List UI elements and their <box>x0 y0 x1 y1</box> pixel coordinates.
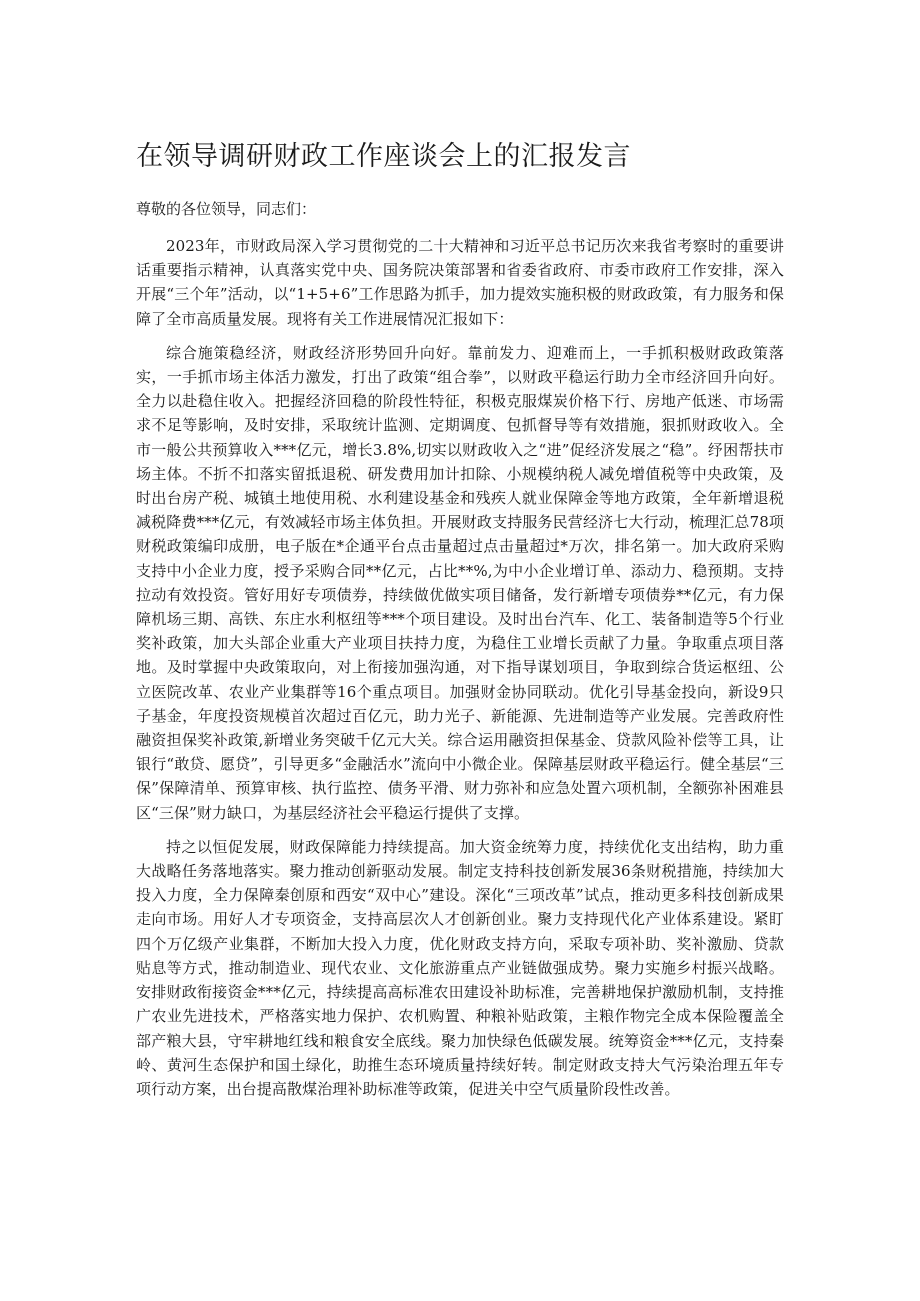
document-body <box>136 196 784 1111</box>
paragraph-stabilize-economy: 综合施策稳经济，财政经济形势回升向好。靠前发力、迎难而上，一手抓积极财政政策落实，一手抓市场主体活力激发，打出了政策“组合拳”，以财政平稳运行助力全市经济回升向好。全力以赴稳住收入。把握经济回稳的阶段性特征，积极克服煤炭价格下行、房地产低迷、市场需求不足等影响，及时安排，采取统计监测、定期调度、包抓督导等有效措施，狠抓财政收入。全市一般公共预算收入***亿元，增长3.8%,切实以财政收入之“进”促经济发展之“稳”。纾困帮扶市场主体。不折不扣落实留抵退税、研发费用加计扣除、小规模纳税人减免增值税等中央政策，及时出台房产税、城镇土地使用税、水利建设基金和残疾人就业保障金等地方政策，全年新增退税减税降费***亿元，有效减轻市场主体负担。开展财政支持服务民营经济七大行动，梳理汇总78项财税政策编印成册，电子版在*企通平台点击量超过点击量超过*万次，排名第一。加大政府采购支持中小企业力度，授予采购合同**亿元，占比**%,为中小企业增订单、添动力、稳预期。支持拉动有效投资。管好用好专项债券，持续做优做实项目储备，发行新增专项债券**亿元，有力保障机场三期、高铁、东庄水利枢纽等***个项目建设。及时出台汽车、化工、装备制造等5个行业奖补政策，加大头部企业重大产业项目扶持力度，为稳住工业增长贡献了力量。争取重点项目落地。及时掌握中央政策取向，对上衔接加强沟通，对下指导谋划项目，争取到综合货运枢纽、公立医院改革、农业产业集群等16个重点项目。加强财金协同联动。优化引导基金投向，新设9只子基金，年度投资规模首次超过百亿元，助力光子、新能源、先进制造等产业发展。完善政府性融资担保奖补政策,新增业务突破千亿元大关。综合运用融资担保基金、贷款风险补偿等工具，让银行“敢贷、愿贷”，引导更多“金融活水”流向中小微企业。保障基层财政平稳运行。健全基层“三保”保障清单、预算审核、执行监控、债务平滑、财力弥补和应急处置六项机制，全额弥补困难县区“三保”财力缺口，为基层经济社会平稳运行提供了支撑。 <box>136 343 784 822</box>
paragraph-promote-development: 持之以恒促发展，财政保障能力持续提高。加大资金统筹力度，持续优化支出结构，助力重大战略任务落地落实。聚力推动创新驱动发展。制定支持科技创新发展36条财税措施，持续加大投入力度，全力保障秦创原和西安“双中心”建设。深化“三项改革”试点，推动更多科技创新成果走向市场。用好人才专项资金，支持高层次人才创新创业。聚力支持现代化产业体系建设。紧盯四个万亿级产业集群，不断加大投入力度，优化财政支持方向，采取专项补助、奖补激励、贷款贴息等方式，推动制造业、现代农业、文化旅游重点产业链做强成势。聚力实施乡村振兴战略。安排财政衔接资金***亿元，持续提高高标准农田建设补助标准，完善耕地保护激励机制，支持推广农业先进技术，严格落实地力保护、农机购置、种粮补贴政策，主粮作物完全成本保险覆盖全部产粮大县，守牢耕地红线和粮食安全底线。聚力加快绿色低碳发展。统筹资金***亿元，支持秦岭、黄河生态保护和国土绿化，助推生态环境质量持续好转。制定财政支持大气污染治理五年专项行动方案，出台提高散煤治理补助标准等政策，促进关中空气质量阶段性改善。 <box>136 837 784 1098</box>
salutation: 尊敬的各位领导，同志们： <box>136 200 317 218</box>
document-title: 在领导调研财政工作座谈会上的汇报发言 <box>136 141 631 172</box>
document-page <box>136 0 784 1301</box>
paragraph-intro: 2023年，市财政局深入学习贯彻党的二十大精神和习近平总书记历次来我省考察时的重要讲话重要指示精神，认真落实党中央、国务院决策部署和省委省政府、市委市政府工作安排，深入开展“三个年”活动，以“1+5+6”工作思路为抓手，加力提效实施积极的财政政策，有力服务和保障了全市高质量发展。现将有关工作进展情况汇报如下： <box>136 237 784 328</box>
